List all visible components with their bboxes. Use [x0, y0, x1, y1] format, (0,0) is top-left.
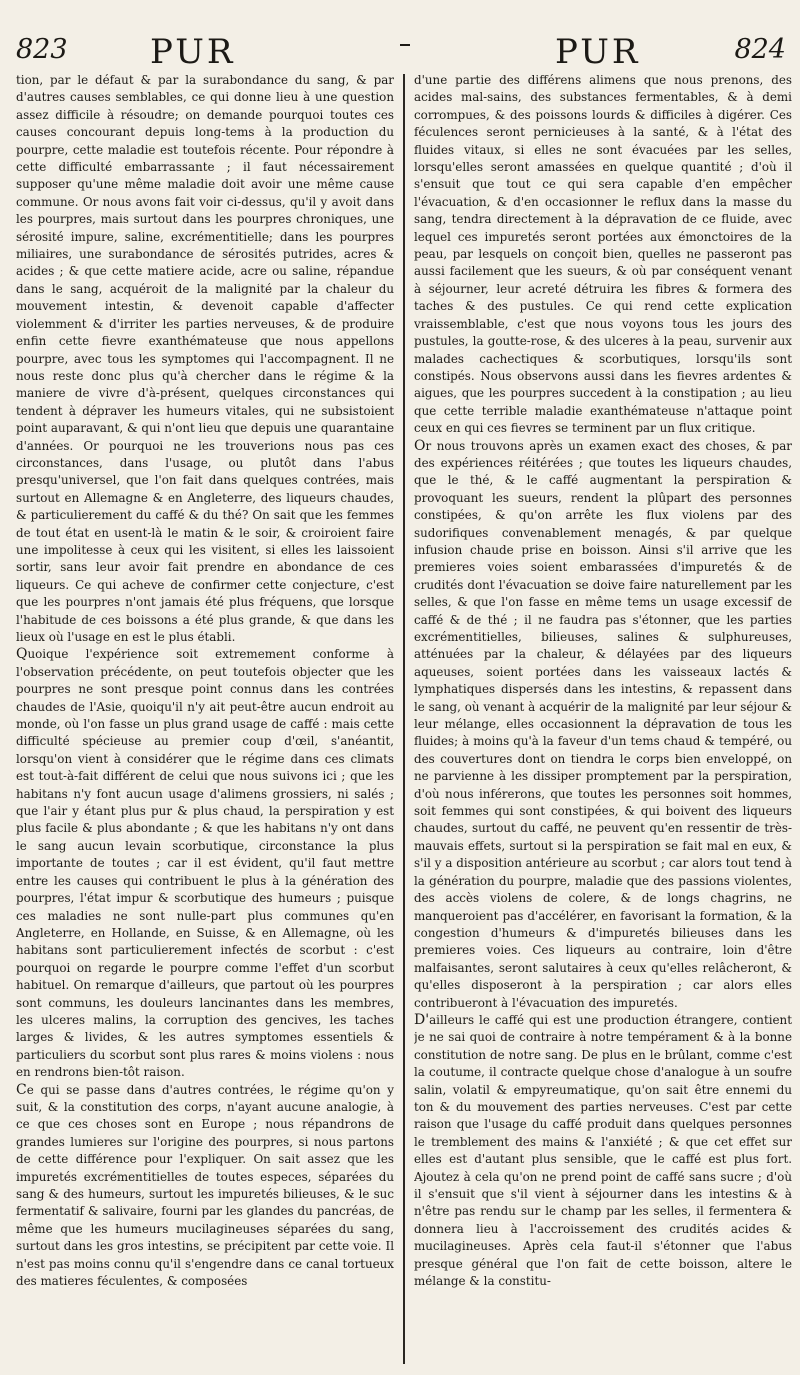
left-paragraph-1: tion, par le défaut & par la surabondance du sang, & par d'autres causes semblables, ce qui donne lieu à une question assez difficile à résoudre; on demande pourquoi toutes ces causes concourant depuis long-tems à la production du pourpre, cette maladie est toutefois récente. Pour répondre à cette difficulté embarrassante ; il faut nécessairement supposer qu'une même maladie doit avoir une même cause commune. Or nous avons fait voir ci-dessus, qu'il y avoit dans les pourpres, mais surtout dans les pourpres chroniques, une sérosité impure, saline, excrémentitielle; dans les pourpres miliaires, une surabondance de sérosités putrides, acres & acides ; & que cette matiere acide, acre ou saline, répandue dans le sang, acquéroit de la malignité par la chaleur du mouvement intestin, & devenoit capable d'affecter violemment & d'irriter les parties nerveuses, & de produire enfin cette fievre exanthémateuse que nous appellons pourpre, avec tous les symptomes qui l'accompagnent. Il ne nous reste donc plus qu'à chercher dans le régime & la maniere de vivre d'à-présent, quelques circonstances qui tendent à dépraver les humeurs vitales, qui ne subsistoient point auparavant, & qui n'ont lieu que depuis une quarantaine d'années. Or pourquoi ne les trouverions nous pas ces circonstances, dans l'usage, ou plutôt dans l'abus presqu'universel, que l'on fait dans quelques contrées, mais surtout en Allemagne & en Angleterre, des liqueurs chaudes, & particulierement du caffé & du thé? On sait que les femmes de tout état en usent-là le matin & le soir, & croiroient faire une impolitesse à ceux qui les visitent, si elles les laissoient sortir, sans leur avoir fait prendre en abondance de ces liqueurs. Ce qui acheve de confirmer cette conjecture, c'est que les pourpres n'ont jamais été plus fréquens, que lorsque l'habitude de ces boissons a été plus grande, & que dans les lieux où l'usage en est le plus établi.: [16, 73, 394, 644]
left-paragraph-3: Ce qui se passe dans d'autres contrées, le régime qu'on y suit, & la constitution des corps, n'ayant aucune analogie, à ce que ces choses sont en Europe ; nous répandrons de grandes lumieres sur l'origine des pourpres, si nous partons de cette différence pour l'expliquer. On sait assez que les impuretés excrémentitielles de toutes especes, séparées du sang & des humeurs, surtout les impuretés bilieuses, & le suc fermentatif & salivaire, fourni par les glandes du pancréas, de même que les humeurs mucilagineuses séparées du sang, surtout dans les gros intestins, se précipitent par cette voie. Il n'est pas moins connu qu'il s'engendre dans ce canal tortueux des matieres féculentes, & composées: [16, 1081, 394, 1289]
right-column: [414, 72, 792, 1367]
header-divider: [400, 44, 410, 46]
left-paragraph-2: Quoique l'expérience soit extremement conforme à l'observation précédente, on peut toutefois objecter que les pourpres ne sont presque point connus dans les contrées chaudes de l'Asie, quoiqu'il n'y ait peut-être aucun endroit au monde, où l'on fasse un plus grand usage de caffé : mais cette difficulté spécieuse au premier coup d'œil, s'anéantit, lorsqu'on vient à considérer que le régime dans ces climats est tout-à-fait différent de celui que nous suivons ici ; que les habitans n'y font aucun usage d'alimens grossiers, ni salés ; que l'air y étant plus pur & plus chaud, la perspiration y est plus facile & plus abondante ; & que les habitans n'y ont dans le sang aucun levain scorbutique, circonstance la plus importante de toutes ; car il est évident, qu'il faut mettre entre les causes qui contribuent le plus à la génération des pourpres, l'état impur & scorbutique des humeurs ; puisque ces maladies ne sont nulle-part plus communes qu'en Angleterre, en Hollande, en Suisse, & en Allemagne, où les habitans sont particulierement infectés de scorbut : c'est pourquoi on regarde le pourpre comme l'effet d'un scorbut habituel. On remarque d'ailleurs, que partout où les pourpres sont communs, les douleurs lancinantes dans les membres, les ulceres malins, la corruption des gencives, les taches larges & livides, & les autres symptomes essentiels & particuliers du scorbut sont plus rares & moins violens : nous en rendrons bien-tôt raison.: [16, 646, 394, 1080]
column-rule: [403, 74, 405, 1364]
right-paragraph-3: D'ailleurs le caffé qui est une production étrangere, contient je ne sai quoi de contraire à notre tempérament & à la bonne constitution de notre sang. De plus en le brûlant, comme c'est la coutume, il contracte quelque chose d'analogue à un soufre salin, volatil & empyreumatique, qu'on sait être ennemi du ton & du mouvement des parties nerveuses. C'est par cette raison que l'usage du caffé produit dans quelques personnes le tremblement des mains & l'anxiété ; & que cet effet sur elles est d'autant plus sensible, que le caffé est plus fort. Ajoutez à cela qu'on ne prend point de caffé sans sucre ; d'où il s'ensuit que s'il vient à séjourner dans les intestins & à n'être pas rendu sur le champ par les selles, il fermentera & donnera lieu à l'accroissement des crudités acides & mucilagineuses. Après cela faut-il s'étonner que l'abus presque général que l'on fait de cette boisson, altere le mélange & la constitu-: [414, 1011, 792, 1289]
right-paragraph-1: d'une partie des différens alimens que nous prenons, des acides mal-sains, des substances fermentables, & à demi corrompues, & des poissons lourds & difficiles à digérer. Ces féculences seront pernicieuses à la santé, & à l'état des fluides vitaux, si elles ne sont évacuées par les selles, lorsqu'elles seront amassées en quelque quantité ; d'où il s'ensuit que tout ce qui sera capable d'en empêcher l'évacuation, & d'en occasionner le reflux dans la masse du sang, tendra directement à la dépravation de ce fluide, avec lequel ces impuretés seront portées aux émonctoires de la peau, par lesquels on conçoit bien, quelles ne passeront pas aussi facilement que les sueurs, & où par conséquent venant à séjourner, leur acreté détruira les fibres & formera des taches & des pustules. Ce qui rend cette explication vraissemblable, c'est que nous voyons tous les jours des pustules, la goutte-rose, & des ulceres à la peau, survenir aux malades cachectiques & scorbutiques, lorsqu'ils sont constipés. Nous observons aussi dans les fievres ardentes & aigues, que les pourpres succedent à la constipation ; au lieu que cette terrible maladie exanthémateuse n'attaque point ceux en qui ces fievres se terminent par un flux critique.: [414, 73, 792, 436]
right-running-head: PUR: [555, 32, 641, 72]
left-running-head: PUR: [150, 32, 236, 72]
right-paragraph-2: Or nous trouvons après un examen exact des choses, & par des expériences réitérées ; que toutes les liqueurs chaudes, que le thé, & le caffé augmentant la perspiration & provoquant les sueurs, rendent la plûpart des personnes constipées, & qu'on arrête les flux violens par des sudorifiques convenablement menagés, & par quelque infusion chaude prise en boisson. Ainsi s'il arrive que les premieres voies soient embarassées d'impuretés & de crudités dont l'évacuation se doive faire naturellement par les selles, & que l'on fasse en même tems un usage excessif de caffé & de thé ; il ne faudra pas s'étonner, que les parties excrémentitielles, bilieuses, salines & sulphureuses, atténuées par la chaleur, & délayées par des liqueurs aqueuses, soient portées dans les vaisseaux lactés & lymphatiques dispersés dans les intestins, & repassent dans le sang, où venant à acquérir de la malignité par leur séjour & leur mélange, elles occasionnent la dépravation de tous les fluides; à moins qu'à la faveur d'un tems chaud & tempéré, ou des couvertures dont on tiendra le corps bien enveloppé, on ne parvienne à les dissiper promptement par la perspiration, d'où nous inférerons, que toutes les personnes soit hommes, soit femmes qui sont constipées, & qui boivent des liqueurs chaudes, surtout du caffé, ne peuvent qu'en ressentir de très-mauvais effets, surtout si la perspiration se fait mal en eux, & s'il y a disposition antérieure au scorbut ; car alors tout tend à la génération du pourpre, maladie que des passions violentes, des accès violens de colere, & de longs chagrins, ne manqueroient pas d'accélérer, en favorisant la formation, & la congestion d'humeurs & d'impuretés bilieuses dans les premieres voies. Ces liqueurs au contraire, loin d'être malfaisantes, seront salutaires à ceux qu'elles relâcheront, & qu'elles disposeront à la perspiration ; car alors elles contribueront à l'évacuation des impuretés.: [414, 437, 792, 1010]
left-page-number: 823: [16, 34, 68, 65]
page-header: [0, 28, 800, 72]
right-page-number: 824: [734, 34, 786, 65]
left-column: [16, 72, 394, 1367]
